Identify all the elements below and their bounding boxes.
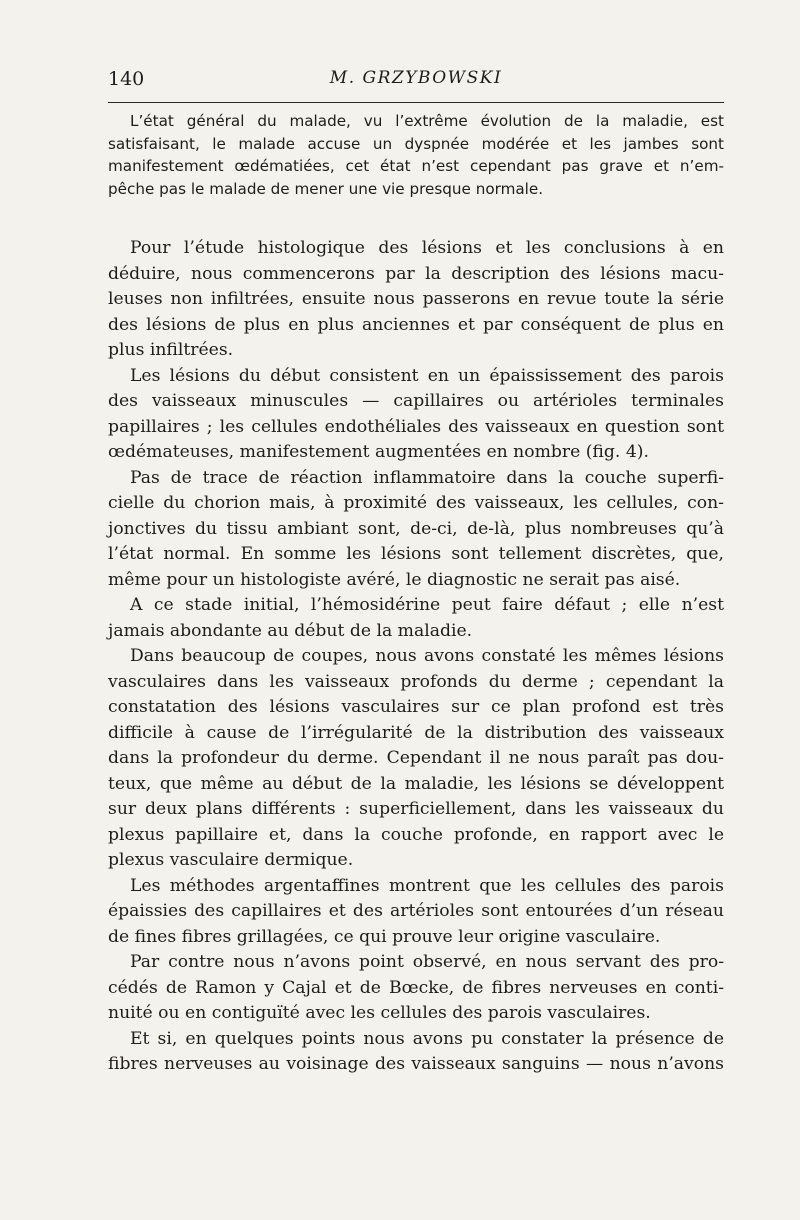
header-rule: [108, 102, 724, 103]
text-line: œdémateuses, manifestement augmentées en nombre (fig. 4).: [108, 442, 649, 462]
text-line: Et si, en quelques points nous avons pu constater la présence de: [130, 1028, 724, 1049]
text-line: fibres nerveuses au voisinage des vaisseaux sanguins — nous n’avons: [108, 1054, 724, 1074]
text-line: satisfaisant, le malade accuse un dyspnée modérée et les jambes sont: [108, 134, 724, 153]
intro-paragraph: [108, 110, 724, 200]
paragraph: [108, 950, 724, 1027]
text-line: jonctives du tissu ambiant sont, de-ci, de-là, plus nombreuses qu’à: [108, 518, 724, 539]
text-line: Les méthodes argentaffines montrent que les cellules des parois: [130, 875, 724, 896]
text-line: l’état normal. En somme les lésions sont tellement discrètes, que,: [108, 544, 724, 564]
text-line: Dans beaucoup de coupes, nous avons constaté les mêmes lésions: [130, 646, 724, 666]
paragraph: [108, 466, 724, 594]
text-line: épaissies des capillaires et des artérioles sont entourées d’un réseau: [108, 901, 724, 921]
text-line: Pour l’étude histologique des lésions et les conclusions à en: [130, 238, 724, 258]
text-line: dans la profondeur du derme. Cependant il ne nous paraît pas dou-: [108, 748, 724, 768]
text-line: manifestement œdématiées, cet état n’est cependant pas grave et n’em-: [108, 157, 724, 175]
text-line: cielle du chorion mais, à proximité des vaisseaux, les cellules, con-: [108, 493, 724, 513]
text-line: vasculaires dans les vaisseaux profonds du derme ; cependant la: [108, 671, 724, 692]
text-line: jamais abondante au début de la maladie.: [108, 620, 473, 641]
page-header: [108, 62, 724, 96]
text-line: difficile à cause de l’irrégularité de la distribution des vaisseaux: [108, 722, 724, 743]
text-line: de fines fibres grillagées, ce qui prouve leur origine vasculaire.: [108, 926, 661, 947]
page-number: 140: [108, 68, 145, 90]
text-line: même pour un histologiste avéré, le diagnostic ne serait pas aisé.: [108, 569, 681, 590]
text-line: constatation des lésions vasculaires sur ce plan profond est très: [108, 697, 724, 717]
text-line: déduire, nous commencerons par la description des lésions macu-: [108, 263, 724, 284]
paragraph: [108, 236, 724, 364]
text-line: teux, que même au début de la maladie, les lésions se développent: [108, 773, 724, 794]
text-line: A ce stade initial, l’hémosidérine peut faire défaut ; elle n’est: [130, 595, 724, 615]
body-text: [108, 110, 724, 1078]
text-line: papillaires ; les cellules endothéliales des vaisseaux en question sont: [108, 416, 724, 437]
paragraph: [108, 364, 724, 466]
text-line: cédés de Ramon y Cajal et de Bœcke, de fibres nerveuses en conti-: [108, 977, 724, 998]
paragraph: [108, 874, 724, 951]
text-line: plexus vasculaire dermique.: [108, 850, 354, 870]
text-line: plexus papillaire et, dans la couche profonde, en rapport avec le: [108, 824, 724, 845]
paragraph: [108, 1027, 724, 1078]
text-line: des vaisseaux minuscules — capillaires ou artérioles terminales: [108, 391, 724, 411]
text-line: L’état général du malade, vu l’extrême évolution de la maladie, est: [130, 112, 724, 130]
paragraph: [108, 644, 724, 874]
text-line: Les lésions du début consistent en un épaississement des parois: [130, 365, 724, 386]
text-line: nuité ou en contiguïté avec les cellules des parois vasculaires.: [108, 1003, 651, 1023]
text-line: pêche pas le malade de mener une vie presque normale.: [108, 179, 544, 198]
text-line: Pas de trace de réaction inflammatoire dans la couche superfi-: [130, 467, 724, 488]
text-line: leuses non infiltrées, ensuite nous passerons en revue toute la série: [108, 289, 724, 309]
section-gap: [108, 200, 724, 236]
text-line: sur deux plans différents : superficiellement, dans les vaisseaux du: [108, 799, 724, 819]
running-head: M. GRZYBOWSKI: [329, 68, 503, 88]
text-line: plus infiltrées.: [108, 340, 234, 360]
paragraph: [108, 593, 724, 644]
text-line: des lésions de plus en plus anciennes et par conséquent de plus en: [108, 314, 724, 335]
text-line: Par contre nous n’avons point observé, en nous servant des pro-: [130, 952, 724, 972]
